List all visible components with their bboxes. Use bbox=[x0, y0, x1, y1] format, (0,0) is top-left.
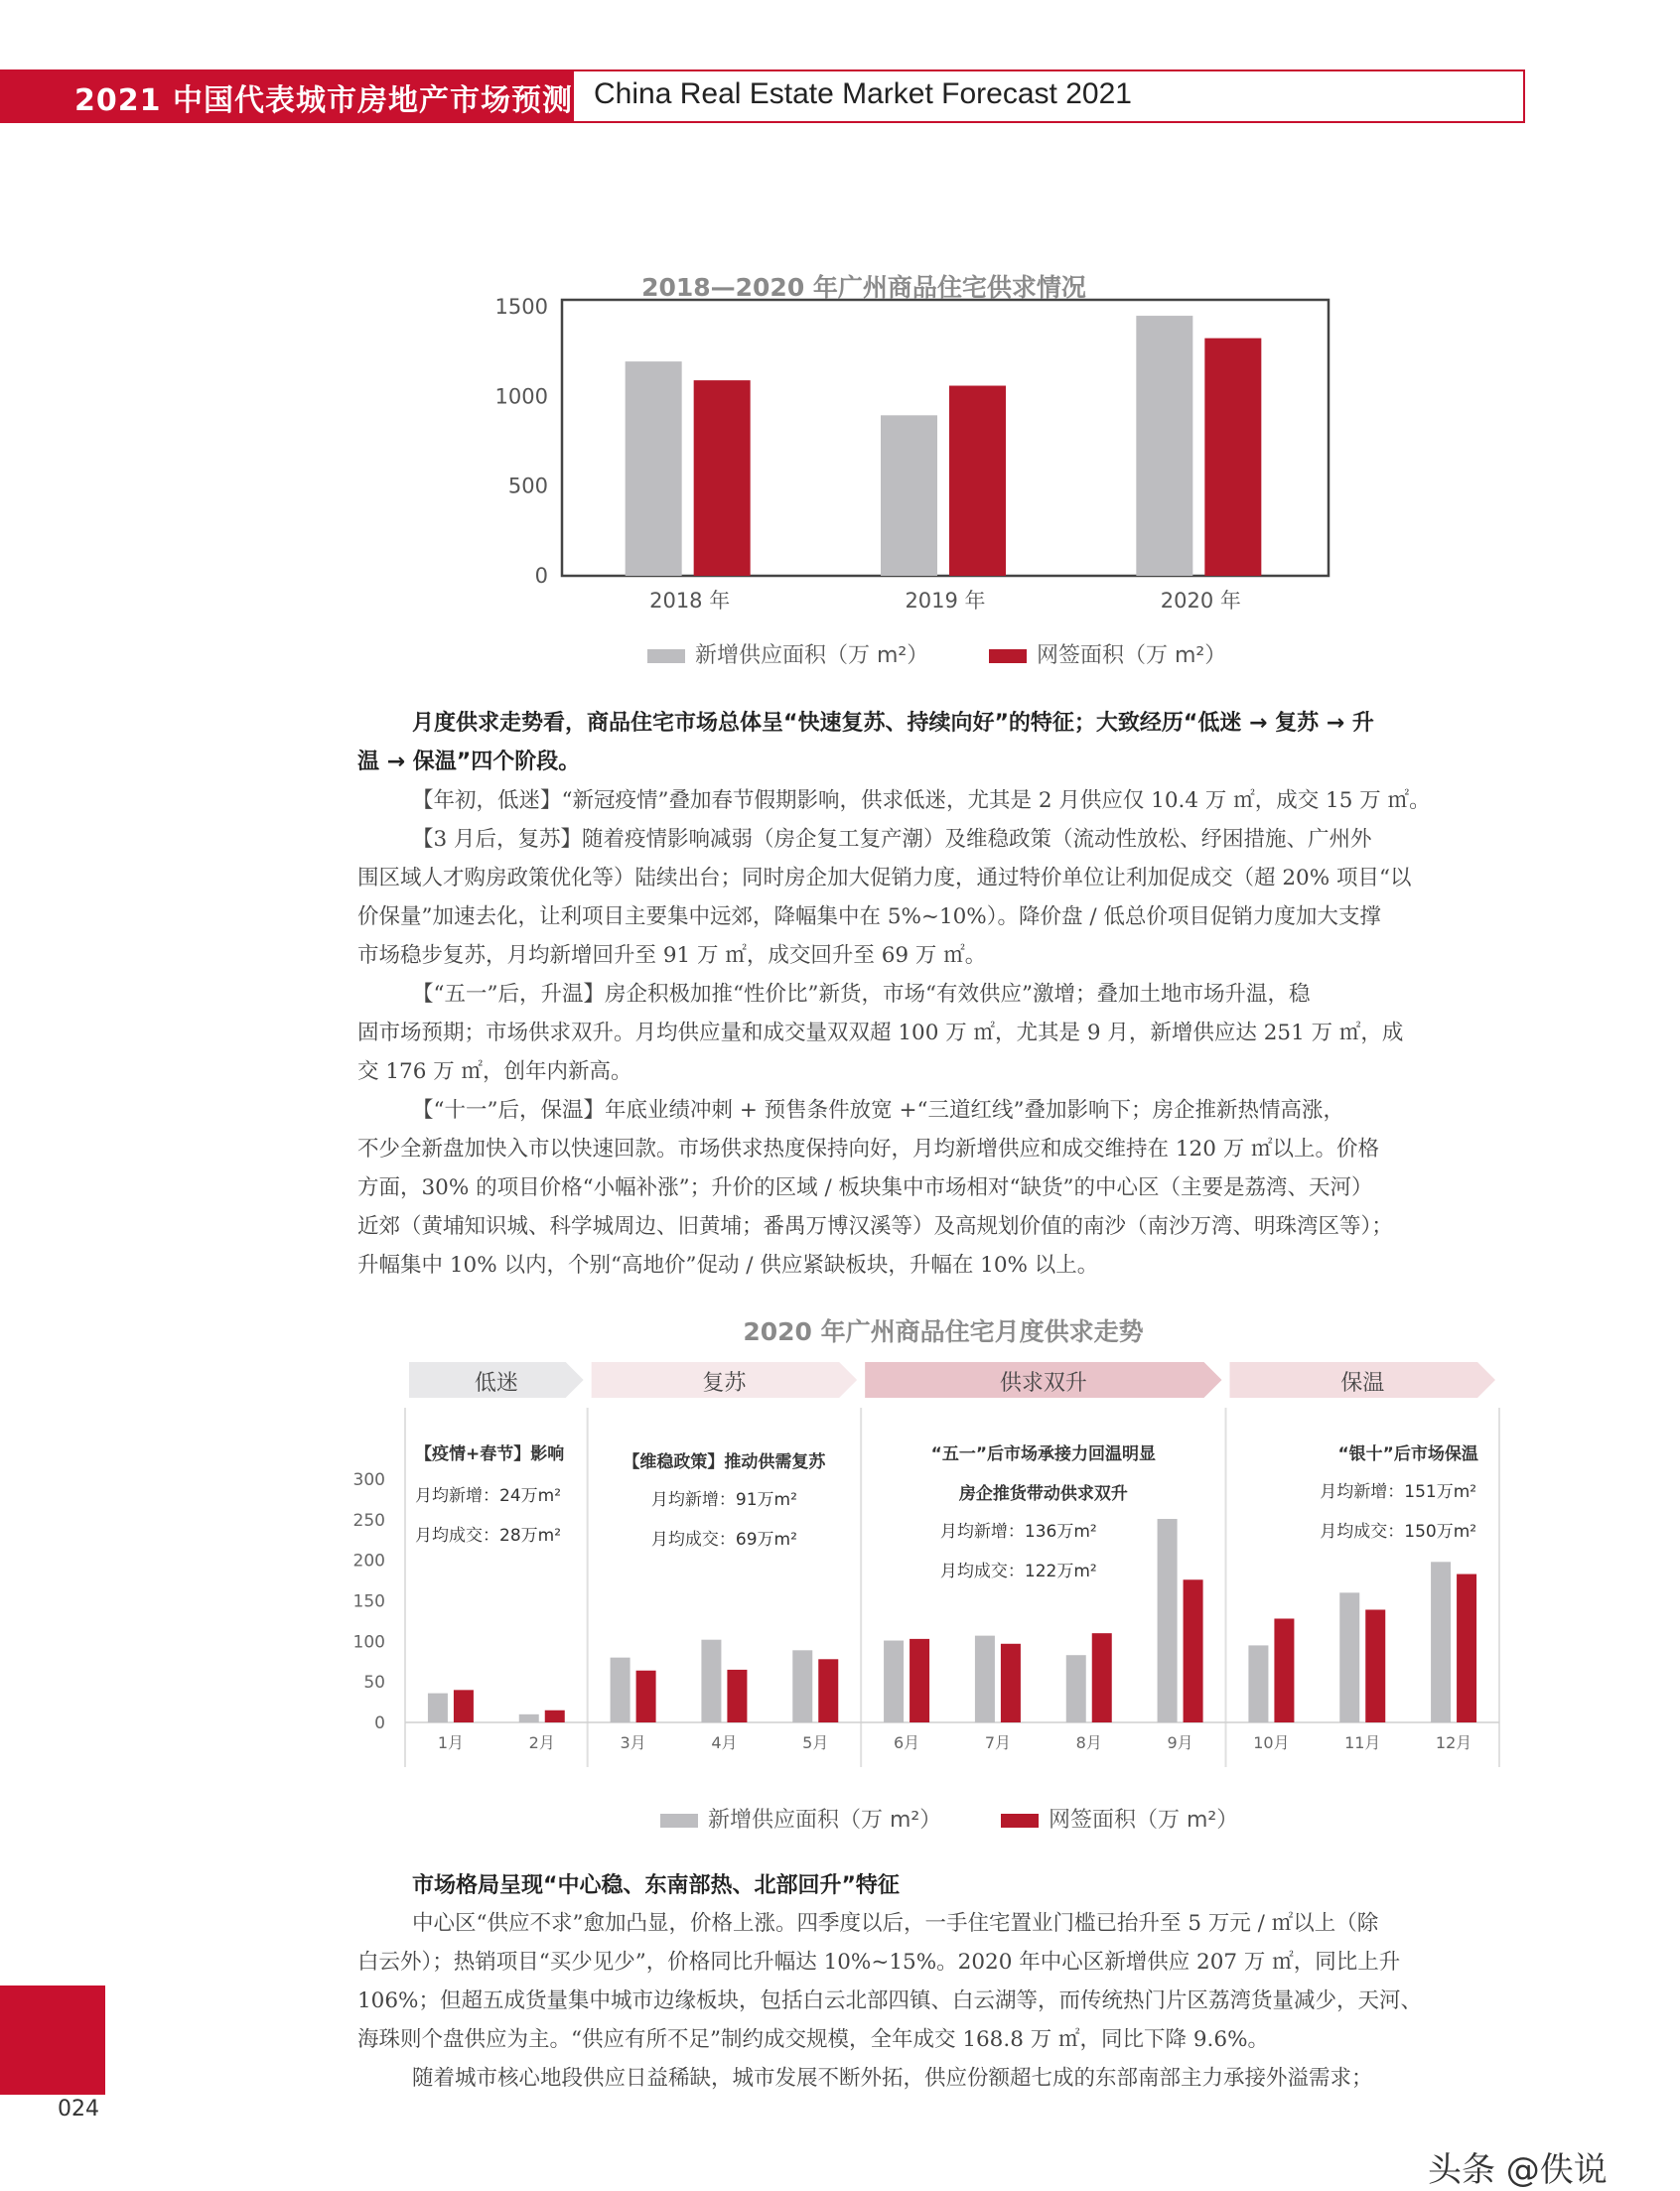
annotation-line: 月均新增：24万m² bbox=[415, 1486, 562, 1506]
p4-line-1: 【“十一”后，保温】年底业绩冲刺 + 预售条件放宽 +“三道红线”叠加影响下；房企推新热情高涨， bbox=[412, 1098, 1345, 1123]
chart1-y-tick: 1500 bbox=[494, 298, 548, 320]
chart2-svg bbox=[348, 1360, 1519, 1777]
chart1-legend-deal bbox=[989, 638, 1226, 669]
chart2-x-tick: 11月 bbox=[1344, 1733, 1381, 1752]
chart2-x-tick: 4月 bbox=[711, 1733, 738, 1752]
annotation-line: 月均新增：136万m² bbox=[939, 1522, 1097, 1542]
chart1-y-tick: 1000 bbox=[494, 384, 548, 409]
annotation-line: 月均成交：28万m² bbox=[415, 1526, 562, 1546]
legend-label-deal: 网签面积（万 m²） bbox=[1037, 643, 1227, 668]
section2-heading: 市场格局呈现“中心稳、东南部热、北部回升”特征 bbox=[412, 1873, 900, 1898]
annotation-subtitle: 房企推货带动供求双升 bbox=[958, 1484, 1128, 1504]
chart2-y-tick: 250 bbox=[352, 1510, 385, 1531]
chart2-x-tick: 2月 bbox=[528, 1733, 555, 1752]
chart1-bar-deal bbox=[1204, 339, 1261, 576]
chart1-y-tick: 0 bbox=[534, 564, 548, 588]
legend-label-supply: 新增供应面积（万 m²） bbox=[695, 643, 929, 668]
page-corner-block bbox=[0, 1986, 105, 2095]
chart2-x-tick: 3月 bbox=[620, 1733, 646, 1752]
s2p2-line-1: 随着城市核心地段供应日益稀缺，城市发展不断外拓，供应份额超七成的东部南部主力承接外溢需求； bbox=[412, 2066, 1373, 2091]
p2-line-3: 价保量”加速去化，让利项目主要集中远郊，降幅集中在 5%~10%）。降价盘 / 低总价项目促销力度加大支撑 bbox=[357, 904, 1381, 929]
annotation-title: “银十”后市场保温 bbox=[1337, 1444, 1478, 1464]
p3-line-3: 交 176 万 ㎡，创年内新高。 bbox=[357, 1059, 632, 1084]
p1-line-1: 【年初，低迷】“新冠疫情”叠加春节假期影响，供求低迷，尤其是 2 月供应仅 10.4 万 ㎡，成交 15 万 ㎡。 bbox=[412, 788, 1431, 813]
chart1-title: 2018—2020 年广州商品住宅供求情况 bbox=[641, 273, 1086, 302]
chart2-bar-supply bbox=[1431, 1562, 1451, 1722]
annotation-title: 【维稳政策】推动供需复苏 bbox=[623, 1452, 826, 1472]
phase-label: 低迷 bbox=[474, 1371, 518, 1396]
chart2-y-tick: 100 bbox=[352, 1632, 385, 1653]
chart1-x-tick: 2018 年 bbox=[649, 589, 731, 613]
chart2-x-tick: 1月 bbox=[437, 1733, 465, 1752]
section1-lead bbox=[357, 704, 1524, 781]
annotation-line: 月均新增：91万m² bbox=[650, 1490, 797, 1510]
chart1-bar-deal bbox=[949, 386, 1006, 576]
chart2-bar-deal bbox=[1184, 1579, 1203, 1722]
legend-label-supply: 新增供应面积（万 m²） bbox=[708, 1808, 942, 1833]
chart2-y-tick: 50 bbox=[363, 1673, 385, 1694]
chart2-bar-supply bbox=[1158, 1519, 1178, 1722]
chart2-bar-deal bbox=[1365, 1609, 1385, 1722]
chart1-y-tick: 500 bbox=[507, 474, 548, 498]
annotation-title: “五一”后市场承接力回温明显 bbox=[930, 1444, 1157, 1464]
chart2-bar-supply bbox=[519, 1714, 539, 1722]
chart2-bar-supply bbox=[428, 1694, 448, 1722]
chart2-bar-supply bbox=[1066, 1655, 1086, 1722]
p4-line-3: 方面，30% 的项目价格“小幅补涨”；升价的区域 / 板块集中市场相对“缺货”的中心区（主要是荔湾、天河） bbox=[357, 1175, 1373, 1200]
chart2-legend-deal bbox=[1001, 1803, 1238, 1834]
chart2-bar-deal bbox=[1092, 1633, 1112, 1722]
page-number: 024 bbox=[58, 2097, 99, 2122]
s2p1-line-3: 106%；但超五成货量集中城市边缘板块，包括白云北部四镇、白云湖等，而传统热门片区荔湾货量减少，天河、 bbox=[357, 1988, 1422, 2013]
s2p1-line-1: 中心区“供应不求”愈加凸显，价格上涨。四季度以后，一手住宅置业门槛已抬升至 5 万元 / ㎡以上（除 bbox=[412, 1911, 1379, 1936]
chart2-y-tick: 0 bbox=[374, 1713, 385, 1733]
p3-line-2: 固市场预期；市场供求双升。月均供应量和成交量双双超 100 万 ㎡，尤其是 9 月，新增供应达 251 万 ㎡，成 bbox=[357, 1021, 1404, 1045]
chart2-bar-deal bbox=[1001, 1644, 1021, 1722]
chart1-bar-deal bbox=[694, 380, 751, 576]
p2-line-2: 围区域人才购房政策优化等）陆续出台；同时房企加大促销力度，通过特价单位让利加促成交（超 20% 项目“以 bbox=[357, 866, 1412, 890]
chart1-x-tick: 2020 年 bbox=[1160, 589, 1241, 613]
chart2-bar-supply bbox=[792, 1650, 812, 1722]
s2p1-line-4: 海珠则个盘供应为主。“供应有所不足”制约成交规模，全年成交 168.8 万 ㎡，同比下降 9.6%。 bbox=[357, 2027, 1269, 2052]
chart2-x-tick: 8月 bbox=[1075, 1733, 1102, 1752]
p4-line-2: 不少全新盘加快入市以快速回款。市场供求热度保持向好，月均新增供应和成交维持在 120 万 ㎡以上。价格 bbox=[357, 1137, 1380, 1162]
chart1-x-tick: 2019 年 bbox=[905, 589, 986, 613]
chart2-y-tick: 200 bbox=[352, 1551, 385, 1572]
legend-swatch-deal bbox=[1001, 1814, 1039, 1828]
chart2-bar-deal bbox=[727, 1670, 747, 1722]
phase-label: 供求双升 bbox=[999, 1371, 1087, 1396]
chart2-y-tick: 150 bbox=[352, 1591, 385, 1612]
chart1-bar-supply bbox=[1136, 316, 1192, 576]
p3-line-1: 【“五一”后，升温】房企积极加推“性价比”新货，市场“有效供应”激增；叠加土地市场升温，稳 bbox=[412, 982, 1311, 1007]
chart2-bar-deal bbox=[818, 1659, 838, 1722]
chart1-bar-supply bbox=[626, 361, 682, 576]
chart2-x-tick: 12月 bbox=[1435, 1733, 1472, 1752]
legend-swatch-deal bbox=[989, 649, 1027, 663]
lead-line-2: 温 → 保温”四个阶段。 bbox=[357, 750, 581, 774]
chart2-bar-deal bbox=[545, 1711, 565, 1722]
lead-line-1: 月度供求走势看，商品住宅市场总体呈“快速复苏、持续向好”的特征；大致经历“低迷 → 复苏 → 升 bbox=[412, 711, 1374, 736]
chart2-x-tick: 9月 bbox=[1167, 1733, 1193, 1752]
chart2-y-tick: 300 bbox=[352, 1470, 385, 1490]
chart2-bar-supply bbox=[975, 1636, 995, 1722]
chart2-bar-deal bbox=[636, 1671, 656, 1722]
chart2-x-tick: 6月 bbox=[893, 1733, 920, 1752]
p2-line-1: 【3 月后，复苏】随着疫情影响减弱（房企复工复产潮）及维稳政策（流动性放松、纾困措施、广州外 bbox=[412, 827, 1372, 852]
header-title-cn: 2021 中国代表城市房地产市场预测 bbox=[74, 83, 573, 118]
annotation-line: 月均成交：69万m² bbox=[650, 1530, 797, 1550]
chart2-bar-deal bbox=[454, 1690, 474, 1722]
chart2-bar-supply bbox=[611, 1658, 630, 1722]
annotation-line: 月均成交：122万m² bbox=[939, 1562, 1097, 1581]
annotation-line: 月均新增：151万m² bbox=[1320, 1482, 1477, 1502]
s2p1-line-2: 白云外）；热销项目“买少见少”，价格同比升幅达 10%~15%。2020 年中心区新增供应 207 万 ㎡，同比上升 bbox=[357, 1950, 1401, 1975]
chart1-bar-supply bbox=[881, 415, 937, 576]
section2-body bbox=[357, 1904, 1529, 2098]
chart2-x-tick: 7月 bbox=[984, 1733, 1012, 1752]
p4-line-4: 近郊（黄埔知识城、科学城周边、旧黄埔；番禺万博汉溪等）及高规划价值的南沙（南沙万湾、明珠湾区等）； bbox=[357, 1214, 1393, 1239]
chart2-x-tick: 10月 bbox=[1253, 1733, 1290, 1752]
chart2-x-tick: 5月 bbox=[802, 1733, 829, 1752]
chart2-bar-supply bbox=[1339, 1592, 1359, 1722]
chart2-bar-deal bbox=[1457, 1575, 1476, 1722]
chart1-legend-supply bbox=[647, 638, 928, 669]
phase-label: 保温 bbox=[1340, 1371, 1385, 1396]
legend-swatch-supply bbox=[660, 1814, 698, 1828]
watermark: 头条 @佚说 bbox=[1428, 2150, 1608, 2190]
legend-label-deal: 网签面积（万 m²） bbox=[1049, 1808, 1239, 1833]
p2-line-4: 市场稳步复苏，月均新增回升至 91 万 ㎡，成交回升至 69 万 ㎡。 bbox=[357, 943, 987, 968]
section1-body bbox=[357, 781, 1529, 1285]
chart2-legend-supply bbox=[660, 1803, 941, 1834]
chart2-bar-supply bbox=[1248, 1645, 1268, 1722]
header-title-en: China Real Estate Market Forecast 2021 bbox=[594, 77, 1132, 110]
chart2-bar-deal bbox=[1274, 1618, 1294, 1722]
chart2-title: 2020 年广州商品住宅月度供求走势 bbox=[743, 1317, 1144, 1346]
annotation-line: 月均成交：150万m² bbox=[1320, 1522, 1477, 1542]
chart2-bar-supply bbox=[701, 1640, 721, 1722]
annotation-title: 【疫情+春节】影响 bbox=[415, 1444, 565, 1464]
legend-swatch-supply bbox=[647, 649, 685, 663]
chart2-bar-supply bbox=[884, 1641, 904, 1722]
phase-label: 复苏 bbox=[702, 1371, 747, 1396]
chart2-bar-deal bbox=[910, 1639, 929, 1722]
p4-line-5: 升幅集中 10% 以内，个别“高地价”促动 / 供应紧缺板块，升幅在 10% 以上。 bbox=[357, 1253, 1099, 1278]
chart1-svg bbox=[477, 298, 1350, 625]
